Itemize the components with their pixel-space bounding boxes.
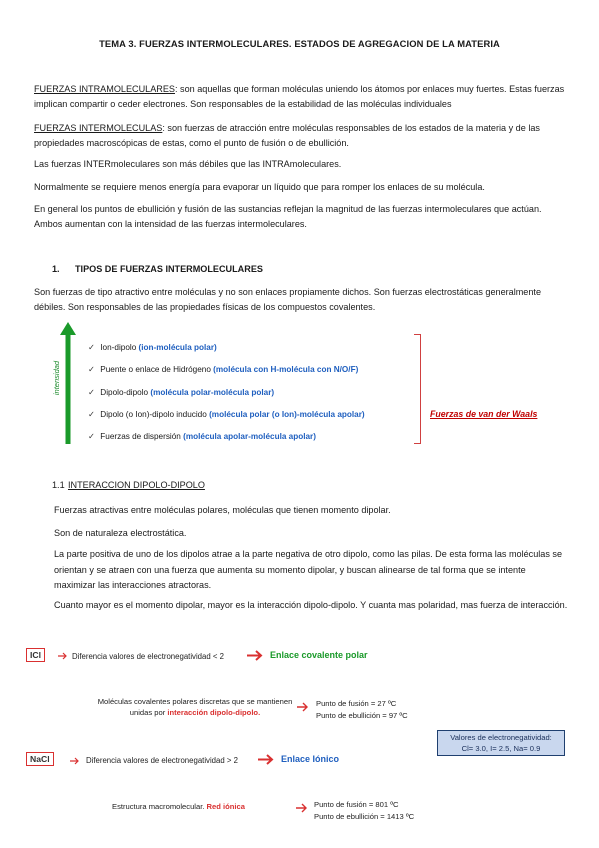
section-1-number: 1.: [52, 264, 60, 274]
section-1-1-p3: La parte positiva de uno de los dipolos atrae a la parte negativa de otro dipolo, como las pilas. De esta forma las moléculas se orientan y se atraen con una fuerza que aumenta su momento dipolar, y buscan alinearse de tal forma que se intente maximizar las interacciones atractoras.: [54, 549, 563, 590]
section-1-1-p1: Fuerzas atractivas entre moléculas polares, moléculas que tienen momento dipolar.: [54, 505, 391, 515]
nacl-condition: Diferencia valores de electronegatividad > 2: [86, 756, 238, 765]
section-1-1-p2: Son de naturaleza electrostática.: [54, 528, 187, 538]
arrow-right-icon: [247, 649, 265, 662]
check-icon: ✓: [88, 410, 95, 419]
check-icon: ✓: [88, 432, 95, 441]
section-1-heading: [52, 264, 263, 274]
arrow-right-icon: [58, 651, 68, 661]
section-1-1-heading: [52, 480, 205, 490]
paragraph-5: En general los puntos de ebullición y fusión de las sustancias reflejan la magnitud de las fuerzas intermoleculares que actúan. Ambos aumentan con la intensidad de las fuerzas intermoleculares.: [34, 204, 542, 229]
van-der-waals-label: Fuerzas de van der Waals: [430, 409, 538, 419]
arrow-right-icon: [297, 702, 309, 712]
icl-boiling-point: Punto de ebullición = 97 ºC: [316, 711, 408, 720]
section-1-title: TIPOS DE FUERZAS INTERMOLECULARES: [75, 264, 263, 274]
nacl-bond-type: Enlace Iónico: [281, 754, 340, 764]
inter-term: FUERZAS INTERMOLECULAS: [34, 123, 163, 133]
arrow-right-icon: [258, 753, 276, 766]
electronegativity-values: Cl= 3.0, I= 2.5, Na= 0.9: [461, 744, 541, 753]
force-type-item: ✓ Puente o enlace de Hidrógeno (molécula con H-molécula con N/O/F): [88, 365, 359, 374]
check-icon: ✓: [88, 343, 95, 352]
arrow-right-icon: [70, 756, 80, 766]
arrow-right-icon: [296, 803, 308, 813]
icl-melting-point: Punto de fusión = 27 ºC: [316, 699, 397, 708]
intra-term: FUERZAS INTRAMOLECULARES: [34, 84, 175, 94]
section-1-1-title: INTERACCION DIPOLO-DIPOLO: [68, 480, 205, 490]
icl-bond-type: Enlace covalente polar: [270, 650, 368, 660]
icl-description: Moléculas covalentes polares discretas que se mantienen unidas por interacción dipolo-dipolo.: [97, 697, 293, 717]
section-1-1-number: 1.1: [52, 480, 65, 490]
force-type-item: ✓ Dipolo (o Ion)-dipolo inducido (molécula polar (o Ion)-molécula apolar): [88, 410, 365, 419]
van-der-waals-bracket: [414, 334, 421, 444]
nacl-formula-box: NaCl: [26, 752, 54, 766]
check-icon: ✓: [88, 388, 95, 397]
force-type-item: ✓ Fuerzas de dispersión (molécula apolar-molécula apolar): [88, 432, 316, 441]
inter-text: : son fuerzas de atracción entre moléculas responsables de los estados de la materia y de las propiedades macroscópicas de estas, como el punto de fusión o de ebullición.: [34, 123, 540, 148]
check-icon: ✓: [88, 365, 95, 374]
intra-text: : son aquellas que forman moléculas uniendo los átomos por enlaces muy fuertes. Estas fuerzas implican compartir o ceder electrones. Son responsables de la estabilidad de las moléculas individuales: [34, 84, 565, 109]
icl-condition: Diferencia valores de electronegatividad < 2: [72, 652, 224, 661]
paragraph-4: Normalmente se requiere menos energía para evaporar un líquido que para romper los enlaces de su molécula.: [34, 182, 485, 192]
nacl-melting-point: Punto de fusión = 801 ºC: [314, 800, 399, 809]
intra-paragraph: [34, 82, 569, 112]
inter-paragraph: [34, 121, 569, 151]
force-type-item: ✓ Dipolo-dipolo (molécula polar-molécula polar): [88, 388, 275, 397]
electronegativity-box: [437, 730, 565, 756]
nacl-boiling-point: Punto de ebullición = 1413 ºC: [314, 812, 415, 821]
electronegativity-title: Valores de electronegatividad:: [450, 733, 552, 742]
section-1-1-p4: Cuanto mayor es el momento dipolar, mayor es la interacción dipolo-dipolo. Y cuanta mas polaridad, mas fuerza de interacción.: [54, 600, 568, 610]
icl-formula-box: ICl: [26, 648, 45, 662]
nacl-description: Estructura macromolecular. Red iónica: [112, 802, 245, 811]
page-title: TEMA 3. FUERZAS INTERMOLECULARES. ESTADOS DE AGREGACION DE LA MATERIA: [99, 38, 500, 49]
paragraph-3: Las fuerzas INTERmoleculares son más débiles que las INTRAmoleculares.: [34, 159, 342, 169]
intensity-label: intensidad: [52, 360, 61, 396]
section-1-text: Son fuerzas de tipo atractivo entre moléculas y no son enlaces propiamente dichos. Son fuerzas electrostáticas generalmente débiles. Son responsables de las propiedades físicas de los compuestos covalentes.: [34, 287, 542, 312]
force-type-item: ✓ Ion-dipolo (ion-molécula polar): [88, 343, 217, 352]
